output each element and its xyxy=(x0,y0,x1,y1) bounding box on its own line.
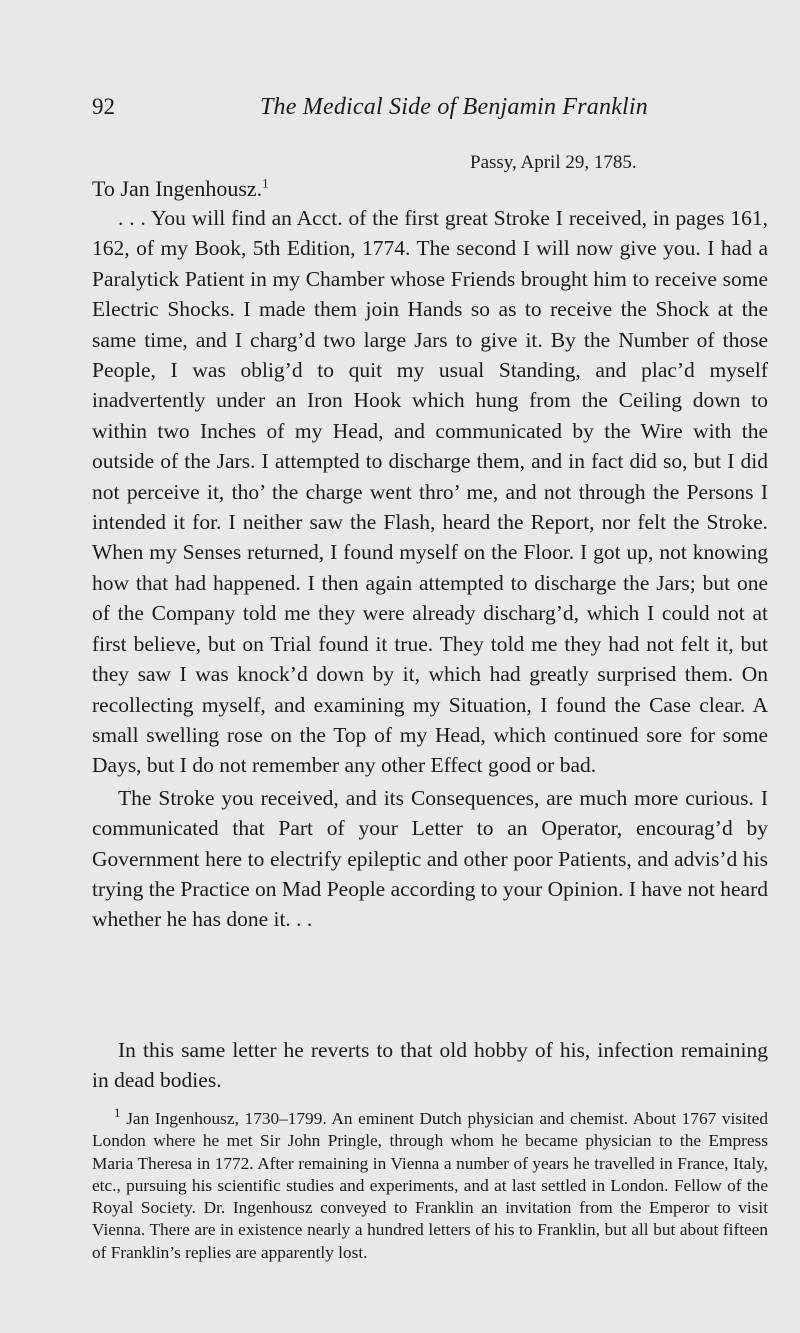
page-header xyxy=(92,94,772,128)
letter-salutation xyxy=(92,176,269,202)
letter-body xyxy=(92,203,768,935)
footnote-reference: 1 xyxy=(262,175,269,191)
letter-paragraph-2: The Stroke you received, and its Consequences, are much more curious. I communicated that Part of your Letter to an Operator, encourag’d by Government here to electrify epileptic and other poor Patients, and advis’d his trying the Practice on Mad People according to your Opinion. I have not heard whether he has done it. . . xyxy=(92,785,768,932)
footnote-text: Jan Ingenhousz, 1730–1799. An eminent Dutch physician and chemist. About 1767 visited London where he met Sir John Pringle, through whom he became physician to the Empress Maria Theresa in 1772. After remaining in Vienna a number of years he travelled in France, Italy, etc., pursuing his scientific studies and experiments, and at last settled in London. Fellow of the Royal Society. Dr. Ingenhousz conveyed to Franklin an invitation from the Emperor to visit Vienna. There are in existence nearly a hundred letters of his to Franklin, but all but about fifteen of Franklin’s replies are apparently lost. xyxy=(92,1109,768,1262)
running-title: The Medical Side of Benjamin Franklin xyxy=(260,94,648,120)
letter-paragraph-1: . . . You will find an Acct. of the first great Stroke I received, in pages 161, 162, of my Book, 5th Edition, 1774. The second I will now give you. I had a Paralytick Patient in my Chamber whose Friends brought him to receive some Electric Shocks. I made them join Hands so as to receive the Shock at the same time, and I charg’d two large Jars to give it. By the Number of those People, I was oblig’d to quit my usual Standing, and plac’d myself inadvertently under an Iron Hook which hung from the Ceiling down to within two Inches of my Head, and communicated by the Wire with the outside of the Jars. I attempted to discharge them, and in fact did so, but I did not perceive it, tho’ the charge went thro’ me, and not through the Persons I intended it for. I neither saw the Flash, heard the Report, nor felt the Stroke. When my Senses returned, I found myself on the Floor. I got up, not knowing how that had happened. I then again attempted to discharge the Jars; but one of the Company told me they were already discharg’d, which I could not at first believe, but on Trial found it true. They told me they had not felt it, but they saw I was knock’d down by it, which had greatly surprised them. On recollecting myself, and examining my Situation, I found the Case clear. A small swelling rose on the Top of my Head, which continued sore for some Days, but I do not remember any other Effect good or bad. xyxy=(92,206,768,778)
letter-dateline: Passy, April 29, 1785. xyxy=(470,152,637,173)
footnote-marker: 1 xyxy=(114,1105,121,1121)
page-number: 92 xyxy=(92,94,115,119)
commentary-paragraph: In this same letter he reverts to that old hobby of his, infection remaining in dead bodies. xyxy=(92,1038,768,1092)
salutation-text: To Jan Ingenhousz. xyxy=(92,176,263,201)
footnote xyxy=(92,1105,768,1264)
